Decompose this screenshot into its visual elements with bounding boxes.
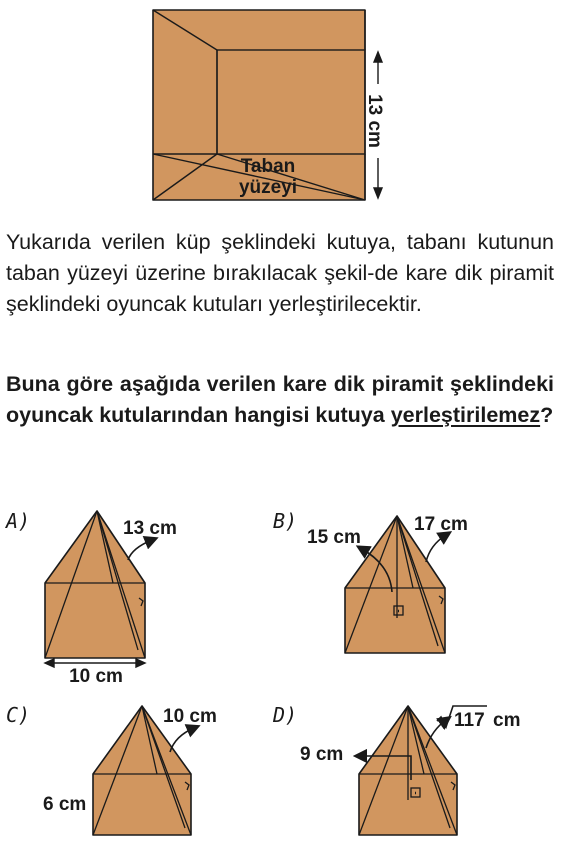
option-b-letter: B): [273, 509, 298, 533]
option-a-base-label: 10 cm: [69, 666, 123, 687]
option-b[interactable]: [273, 509, 468, 653]
slant-arrow-b: [426, 535, 446, 562]
prompt-underlined: yerleştirilemez: [390, 403, 541, 427]
option-a[interactable]: [4, 509, 177, 687]
prompt-before: Buna göre aşağıda verilen kare dik piramit şeklindeki oyuncak kutularından hangisi kutuya: [6, 372, 554, 427]
slant-arrow-c: [170, 728, 194, 752]
prompt-after: ?: [540, 403, 554, 427]
option-c-height-label: 6 cm: [43, 794, 87, 815]
question-prompt: [6, 369, 554, 431]
option-c[interactable]: [6, 703, 217, 835]
option-d-letter: D): [273, 703, 298, 727]
cube-base-label-line1: Taban: [240, 156, 296, 177]
option-d-sqrt-unit: cm: [493, 710, 521, 731]
option-d[interactable]: [272, 703, 520, 835]
option-a-letter: A): [6, 509, 31, 533]
cube-figure: [0, 0, 561, 215]
option-d-sqrt-value: 117: [454, 710, 485, 731]
option-a-slant-label: 13 cm: [123, 518, 177, 539]
option-d-radius-label: 9 cm: [300, 744, 344, 765]
option-c-slant-label: 10 cm: [163, 706, 217, 727]
cube-base-label-line2: yüzeyi: [238, 177, 298, 198]
option-b-slant-label: 17 cm: [414, 514, 468, 535]
option-b-height-label: 15 cm: [307, 527, 361, 548]
slant-arrow-a: [128, 540, 152, 560]
question-paragraph: Yukarıda verilen küp şeklindeki kutuya, tabanı kutunun taban yüzeyi üzerine bırakılacak şekil-de kare dik piramit şeklindeki oyuncak kutuları yerleştirilecektir.: [6, 230, 554, 316]
option-c-letter: C): [6, 703, 31, 727]
cube-height-label: 13 cm: [364, 94, 385, 148]
